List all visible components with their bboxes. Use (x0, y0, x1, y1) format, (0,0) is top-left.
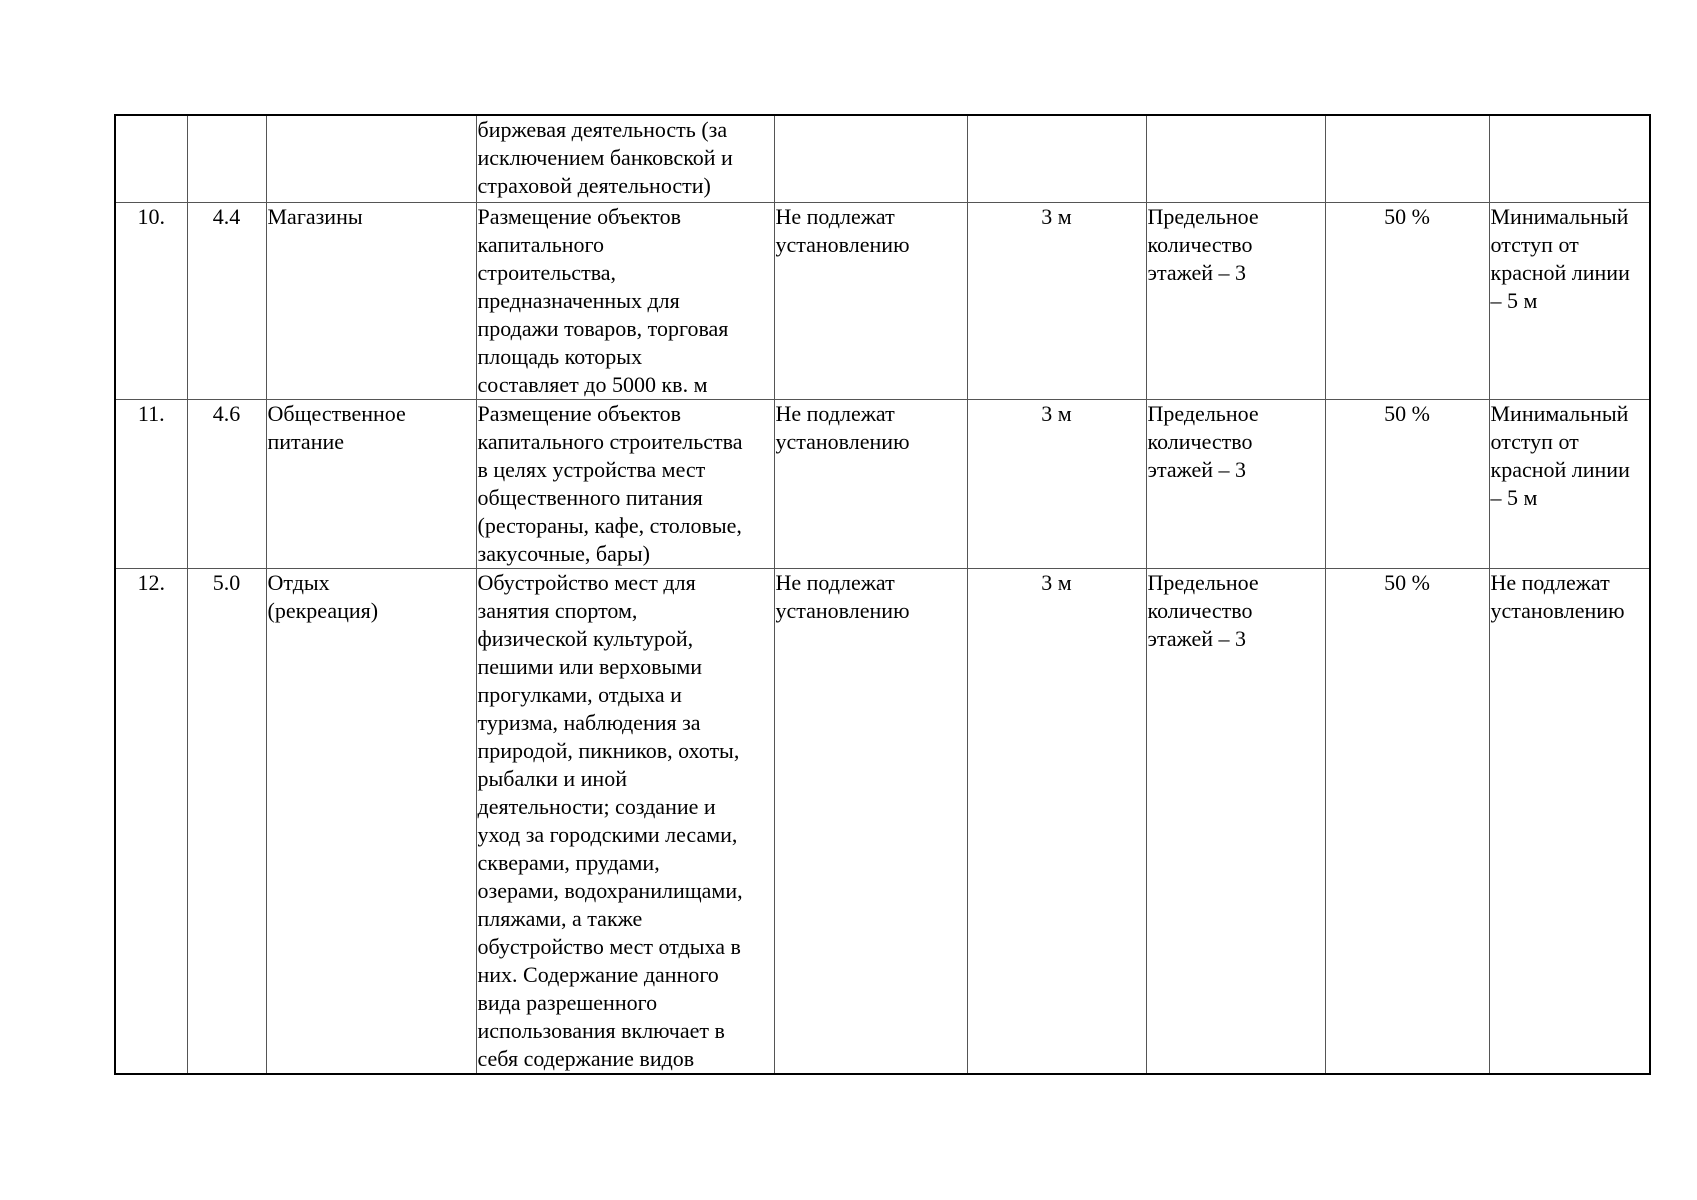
min-setback (967, 115, 1146, 203)
use-code: 4.6 (187, 400, 266, 569)
use-name (266, 115, 476, 203)
table-row (115, 115, 1650, 203)
use-code: 5.0 (187, 569, 266, 1075)
max-floors: Предельное количество этажей – 3 (1146, 569, 1325, 1075)
other-params: Не подлежат установлению (1489, 569, 1650, 1075)
max-coverage: 50 % (1325, 400, 1489, 569)
use-description: Обустройство мест для занятия спортом, физической культурой, пешими или верховыми прогулками, отдыха и туризма, наблюдения за природой, пикников, охоты, рыбалки и иной деятельности; создание и уход за городскими лесами, скверами, прудами, озерами, водохранилищами, пляжами, а также обустройство мест отдыха в них. Содержание данного вида разрешенного использования включает в себя содержание видов (476, 569, 774, 1075)
min-area: Не подлежат установлению (774, 400, 967, 569)
use-description: Размещение объектов капитального строительства в целях устройства мест общественного питания (рестораны, кафе, столовые, закусочные, бары) (476, 400, 774, 569)
min-setback: 3 м (967, 203, 1146, 400)
min-setback: 3 м (967, 400, 1146, 569)
use-code: 4.4 (187, 203, 266, 400)
use-code (187, 115, 266, 203)
min-area: Не подлежат установлению (774, 569, 967, 1075)
table-row (115, 569, 1650, 1075)
other-params (1489, 115, 1650, 203)
row-number: 11. (115, 400, 187, 569)
row-number (115, 115, 187, 203)
use-name: Общественное питание (266, 400, 476, 569)
max-floors (1146, 115, 1325, 203)
max-coverage: 50 % (1325, 569, 1489, 1075)
other-params: Минимальный отступ от красной линии – 5 м (1489, 400, 1650, 569)
row-number: 12. (115, 569, 187, 1075)
min-area (774, 115, 967, 203)
row-number: 10. (115, 203, 187, 400)
use-description: Размещение объектов капитального строительства, предназначенных для продажи товаров, торговая площадь которых составляет до 5000 кв. м (476, 203, 774, 400)
use-name: Магазины (266, 203, 476, 400)
zoning-table (114, 114, 1651, 1075)
other-params: Минимальный отступ от красной линии – 5 м (1489, 203, 1650, 400)
max-floors: Предельное количество этажей – 3 (1146, 203, 1325, 400)
max-coverage: 50 % (1325, 203, 1489, 400)
min-area: Не подлежат установлению (774, 203, 967, 400)
min-setback: 3 м (967, 569, 1146, 1075)
table-row (115, 203, 1650, 400)
table-row (115, 400, 1650, 569)
max-floors: Предельное количество этажей – 3 (1146, 400, 1325, 569)
max-coverage (1325, 115, 1489, 203)
use-name: Отдых (рекреация) (266, 569, 476, 1075)
use-description: биржевая деятельность (за исключением банковской и страховой деятельности) (476, 115, 774, 203)
